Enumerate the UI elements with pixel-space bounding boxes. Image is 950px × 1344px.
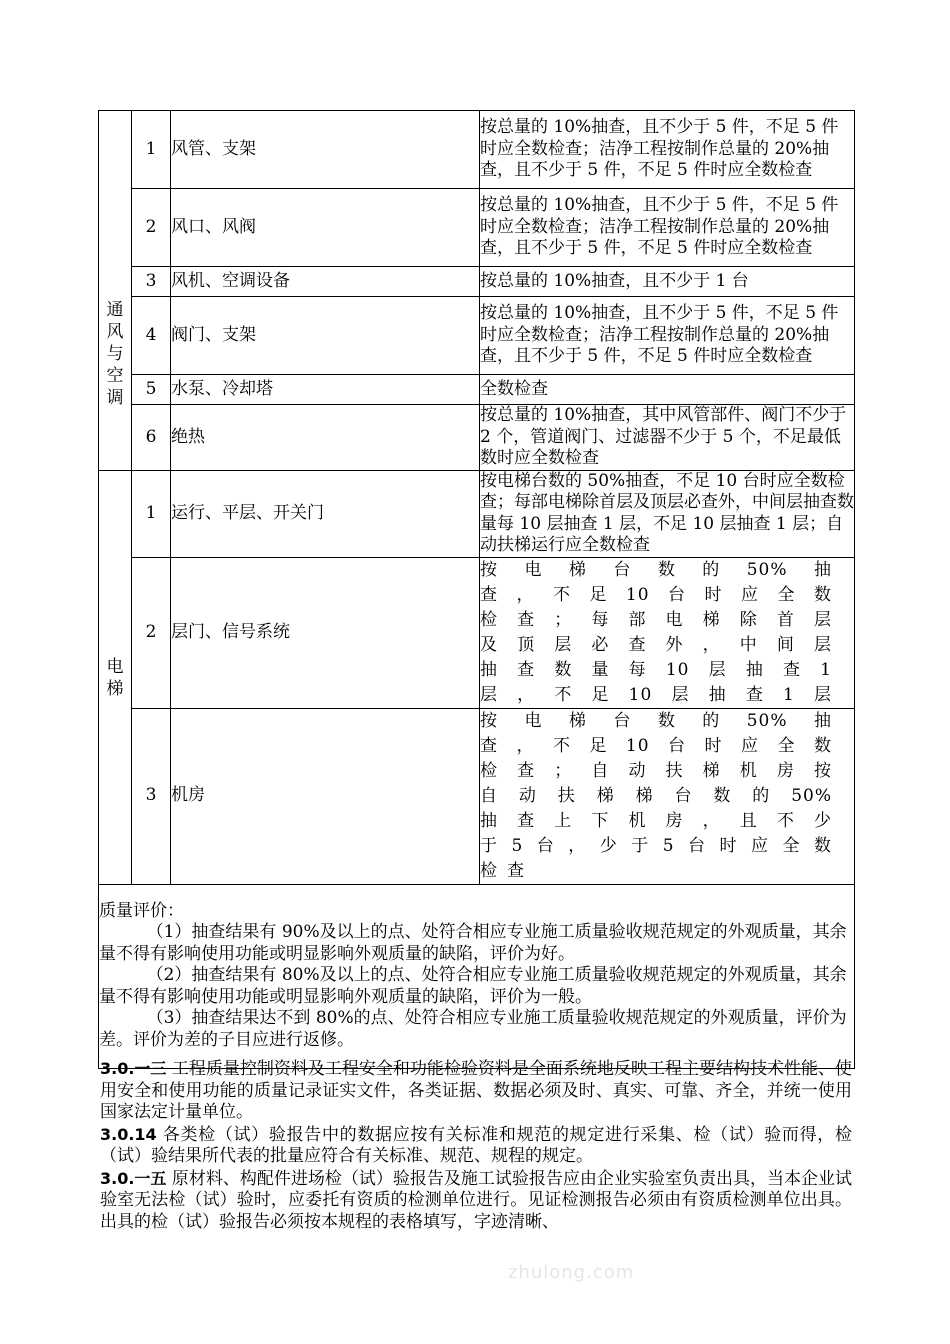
item-name: 阀门、支架: [171, 297, 480, 375]
table-row: [99, 111, 855, 189]
item-name: 运行、平层、开关门: [171, 470, 480, 557]
evaluation-item: （3）抽查结果达不到 80%的点、处符合相应专业施工质量验收规范规定的外观质量，评价为差。评价为差的子目应进行返修。: [99, 1008, 847, 1050]
item-name: 风管、支架: [171, 111, 480, 189]
inspection-requirement: 按电梯台数的50%抽 查，不足10台时应全数 检查；自动扶梯机房按 自动扶梯梯台数的50% 抽查上下机房，且不少 于5台，少于5台时应全数 检查: [480, 708, 855, 884]
clause-text: 各类检（试）验报告中的数据应按有关标准和规范的规定进行采集、检（试）验而得，检（试）验结果所代表的批量应符合有关标准、规范、规程的规定。: [100, 1124, 852, 1166]
row-number: 1: [132, 111, 171, 189]
quality-evaluation: [99, 884, 855, 1068]
item-name: 层门、信号系统: [171, 557, 480, 708]
row-number: 3: [132, 267, 171, 297]
clause-text: 工程质量控制资料及工程安全和功能检验资料是全面系统地反映工程主要结构技术性能、使用安全和使用功能的质量记录证实文件，各类证据、数据必须及时、真实、可靠、齐全，并统一使用国家法定计量单位。: [100, 1059, 852, 1122]
category-ventilation: 通 风 与 空 调: [99, 111, 132, 471]
watermark: zhulong.com: [508, 1262, 635, 1283]
row-number: 5: [132, 375, 171, 405]
clause-number: 3.0.一三: [100, 1059, 167, 1078]
clause: [100, 1168, 852, 1234]
inspection-requirement: 按电梯台数的 50%抽查，不足 10 台时应全数检查；每部电梯除首层及顶层必查外，中间层抽查数量每 10 层抽查 1 层，不足 10 层抽查 1 层；自动扶梯运行应全数检查: [480, 470, 854, 555]
table-row: [99, 405, 855, 471]
inspection-requirement: 按总量的 10%抽查，且不少于 5 件，不足 5 件时应全数检查；洁净工程按制作总量的 20%抽查，且不少于 5 件，不足 5 件时应全数检查: [480, 189, 855, 267]
inspection-table: [98, 110, 855, 1069]
row-number: 2: [132, 189, 171, 267]
evaluation-item: （2）抽查结果有 80%及以上的点、处符合相应专业施工质量验收规范规定的外观质量，其余量不得有影响使用功能或明显影响外观质量的缺陷，评价为一般。: [99, 965, 847, 1007]
table-row: [99, 297, 855, 375]
clause: [100, 1058, 852, 1124]
inspection-requirement: 按电梯台数的50%抽 查，不足10台时应全数 检查；每部电梯除首层 及顶层必查外，中间层 抽查数量每10层抽查1 层，不足10层抽查1层: [480, 557, 855, 708]
clause-text: 原材料、构配件进场检（试）验报告及施工试验报告应由企业实验室负责出具，当本企业试验室无法检（试）验时，应委托有资质的检测单位进行。见证检测报告必须由有资质检测单位出具。出具的检（试）验报告必须按本规程的表格填写，字迹清晰、: [100, 1168, 852, 1232]
row-number: 6: [132, 405, 171, 471]
evaluation-item: （1）抽查结果有 90%及以上的点、处符合相应专业施工质量验收规范规定的外观质量，其余量不得有影响使用功能或明显影响外观质量的缺陷，评价为好。: [99, 922, 847, 964]
table-row: [99, 884, 855, 1068]
clauses: [100, 1058, 852, 1233]
table-row: [99, 267, 855, 297]
category-elevator: 电 梯: [99, 470, 132, 884]
item-name: 绝热: [171, 405, 480, 471]
inspection-requirement: 按总量的 10%抽查，且不少于 5 件，不足 5 件时应全数检查；洁净工程按制作总量的 20%抽查，且不少于 5 件，不足 5 件时应全数检查: [480, 111, 855, 189]
item-name: 风机、空调设备: [171, 267, 480, 297]
inspection-requirement: 按总量的 10%抽查，其中风管部件、阀门不少于 2 个，管道阀门、过滤器不少于 5 个，不足最低数时应全数检查: [480, 405, 855, 471]
evaluation-title: 质量评价：: [99, 900, 184, 921]
table-row: [99, 708, 855, 884]
row-number: 4: [132, 297, 171, 375]
table-row: [99, 557, 855, 708]
inspection-requirement: 按总量的 10%抽查，且不少于 5 件，不足 5 件时应全数检查；洁净工程按制作总量的 20%抽查，且不少于 5 件，不足 5 件时应全数检查: [480, 297, 855, 375]
item-name: 风口、风阀: [171, 189, 480, 267]
clause: [100, 1124, 852, 1168]
row-number: 2: [132, 557, 171, 708]
item-name: 水泵、冷却塔: [171, 375, 480, 405]
clause-number: 3.0.一五: [100, 1168, 167, 1188]
clause-number: 3.0.14: [100, 1124, 157, 1144]
inspection-requirement: 按总量的 10%抽查，且不少于 1 台: [480, 267, 855, 297]
row-number: 1: [132, 470, 171, 557]
row-number: 3: [132, 708, 171, 884]
table-row: [99, 470, 855, 557]
item-name: 机房: [171, 708, 480, 884]
table-row: [99, 189, 855, 267]
table-row: [99, 375, 855, 405]
inspection-requirement: 全数检查: [480, 375, 855, 405]
